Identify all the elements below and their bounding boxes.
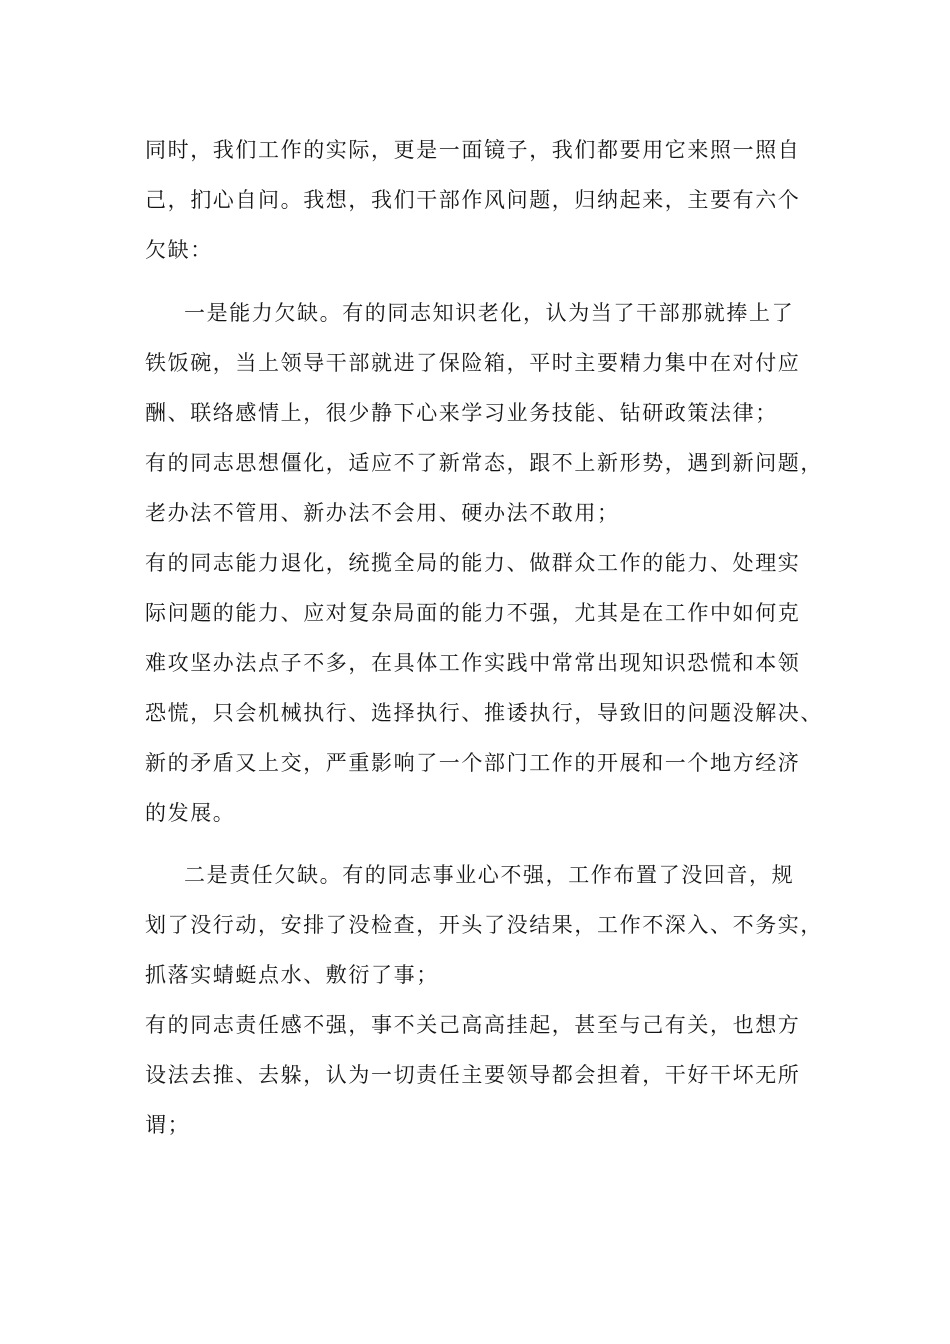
text-line: 难攻坚办法点子不多，在具体工作实践中常常出现知识恐慌和本领 [145,651,801,675]
text-line: 己，扪心自问。我想，我们干部作风问题，归纳起来，主要有六个 [145,188,801,212]
text-line: 恐慌，只会机械执行、选择执行、推诿执行，导致旧的问题没解决、 [145,701,823,725]
text-line: 同时，我们工作的实际，更是一面镜子，我们都要用它来照一照自 [145,138,801,162]
text-line: 铁饭碗，当上领导干部就进了保险箱，平时主要精力集中在对付应 [145,351,801,375]
text-line: 设法去推、去躲，认为一切责任主要领导都会担着，干好干坏无所 [145,1063,801,1087]
text-line: 新的矛盾又上交，严重影响了一个部门工作的开展和一个地方经济 [145,751,801,775]
text-line: 老办法不管用、新办法不会用、硬办法不敢用； [145,501,620,525]
text-line: 有的同志思想僵化，适应不了新常态，跟不上新形势，遇到新问题， [145,451,823,475]
text-line: 划了没行动，安排了没检查，开头了没结果，工作不深入、不务实， [145,913,823,937]
text-line: 谓； [145,1113,191,1137]
text-line: 际问题的能力、应对复杂局面的能力不强，尤其是在工作中如何克 [145,601,801,625]
paragraph-start-line: 二是责任欠缺。有的同志事业心不强，工作布置了没回音，规 [184,863,795,887]
text-line: 酬、联络感情上，很少静下心来学习业务技能、钻研政策法律； [145,401,778,425]
text-line: 抓落实蜻蜓点水、敷衍了事； [145,963,439,987]
text-line: 的发展。 [145,801,236,825]
paragraph-start-line: 一是能力欠缺。有的同志知识老化，认为当了干部那就捧上了 [184,301,795,325]
text-line: 有的同志能力退化，统揽全局的能力、做群众工作的能力、处理实 [145,551,801,575]
text-line: 欠缺： [145,238,213,262]
text-line: 有的同志责任感不强，事不关己高高挂起，甚至与己有关，也想方 [145,1013,801,1037]
